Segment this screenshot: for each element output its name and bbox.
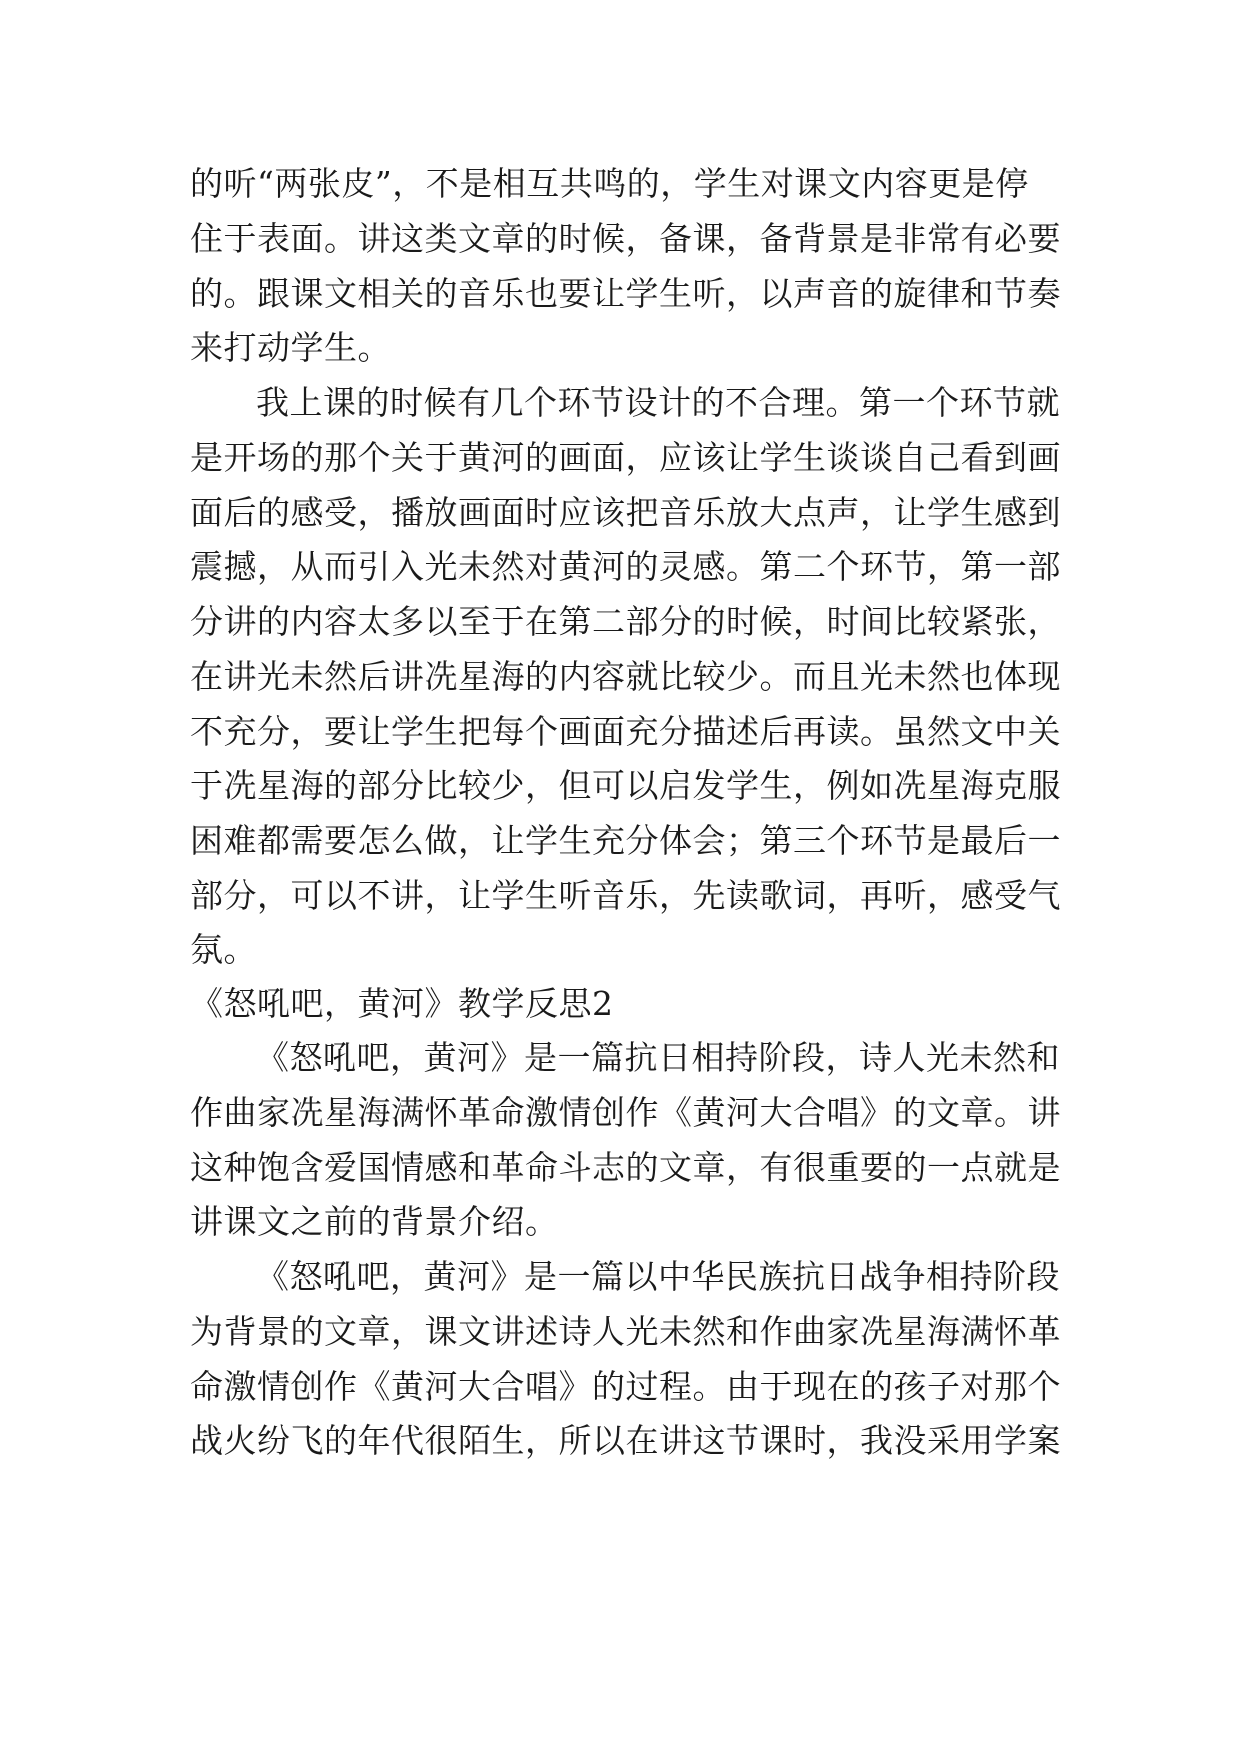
text-line: 这种饱含爱国情感和革命斗志的文章，有很重要的一点就是 — [190, 1148, 1061, 1187]
text-line: 于冼星海的部分比较少，但可以启发学生，例如冼星海克服 — [190, 766, 1061, 805]
text-line: 的。跟课文相关的音乐也要让学生听，以声音的旋律和节奏 — [190, 274, 1061, 313]
text-line: 的听“两张皮”，不是相互共鸣的，学生对课文内容更是停 — [190, 164, 1029, 203]
text-line: 在讲光未然后讲冼星海的内容就比较少。而且光未然也体现 — [190, 657, 1061, 696]
text-line: 讲课文之前的背景介绍。 — [190, 1202, 559, 1241]
text-line: 面后的感受，播放画面时应该把音乐放大点声，让学生感到 — [190, 493, 1061, 532]
text-line: 困难都需要怎么做，让学生充分体会；第三个环节是最后一 — [190, 821, 1061, 860]
text-line: 分讲的内容太多以至于在第二部分的时候，时间比较紧张， — [190, 602, 1061, 641]
text-line: 我上课的时候有几个环节设计的不合理。第一个环节就 — [256, 383, 1060, 422]
text-line: 住于表面。讲这类文章的时候，备课，备背景是非常有必要 — [190, 219, 1061, 258]
text-line: 《怒吼吧，黄河》是一篇抗日相持阶段，诗人光未然和 — [256, 1038, 1060, 1077]
text-line: 《怒吼吧，黄河》是一篇以中华民族抗日战争相持阶段 — [256, 1257, 1060, 1296]
text-line: 震撼，从而引入光未然对黄河的灵感。第二个环节，第一部 — [190, 547, 1061, 586]
text-line: 来打动学生。 — [190, 328, 391, 367]
text-line: 战火纷飞的年代很陌生，所以在讲这节课时，我没采用学案 — [190, 1421, 1061, 1460]
text-line: 部分，可以不讲，让学生听音乐，先读歌词，再听，感受气 — [190, 876, 1061, 915]
text-line: 命激情创作《黄河大合唱》的过程。由于现在的孩子对那个 — [190, 1367, 1061, 1406]
section-heading: 《怒吼吧，黄河》教学反思2 — [190, 984, 614, 1023]
text-line: 氛。 — [190, 930, 257, 969]
text-line: 为背景的文章，课文讲述诗人光未然和作曲家冼星海满怀革 — [190, 1312, 1061, 1351]
text-line: 不充分，要让学生把每个画面充分描述后再读。虽然文中关 — [190, 712, 1061, 751]
text-line: 是开场的那个关于黄河的画面，应该让学生谈谈自己看到画 — [190, 438, 1061, 477]
text-line: 作曲家冼星海满怀革命激情创作《黄河大合唱》的文章。讲 — [190, 1093, 1061, 1132]
